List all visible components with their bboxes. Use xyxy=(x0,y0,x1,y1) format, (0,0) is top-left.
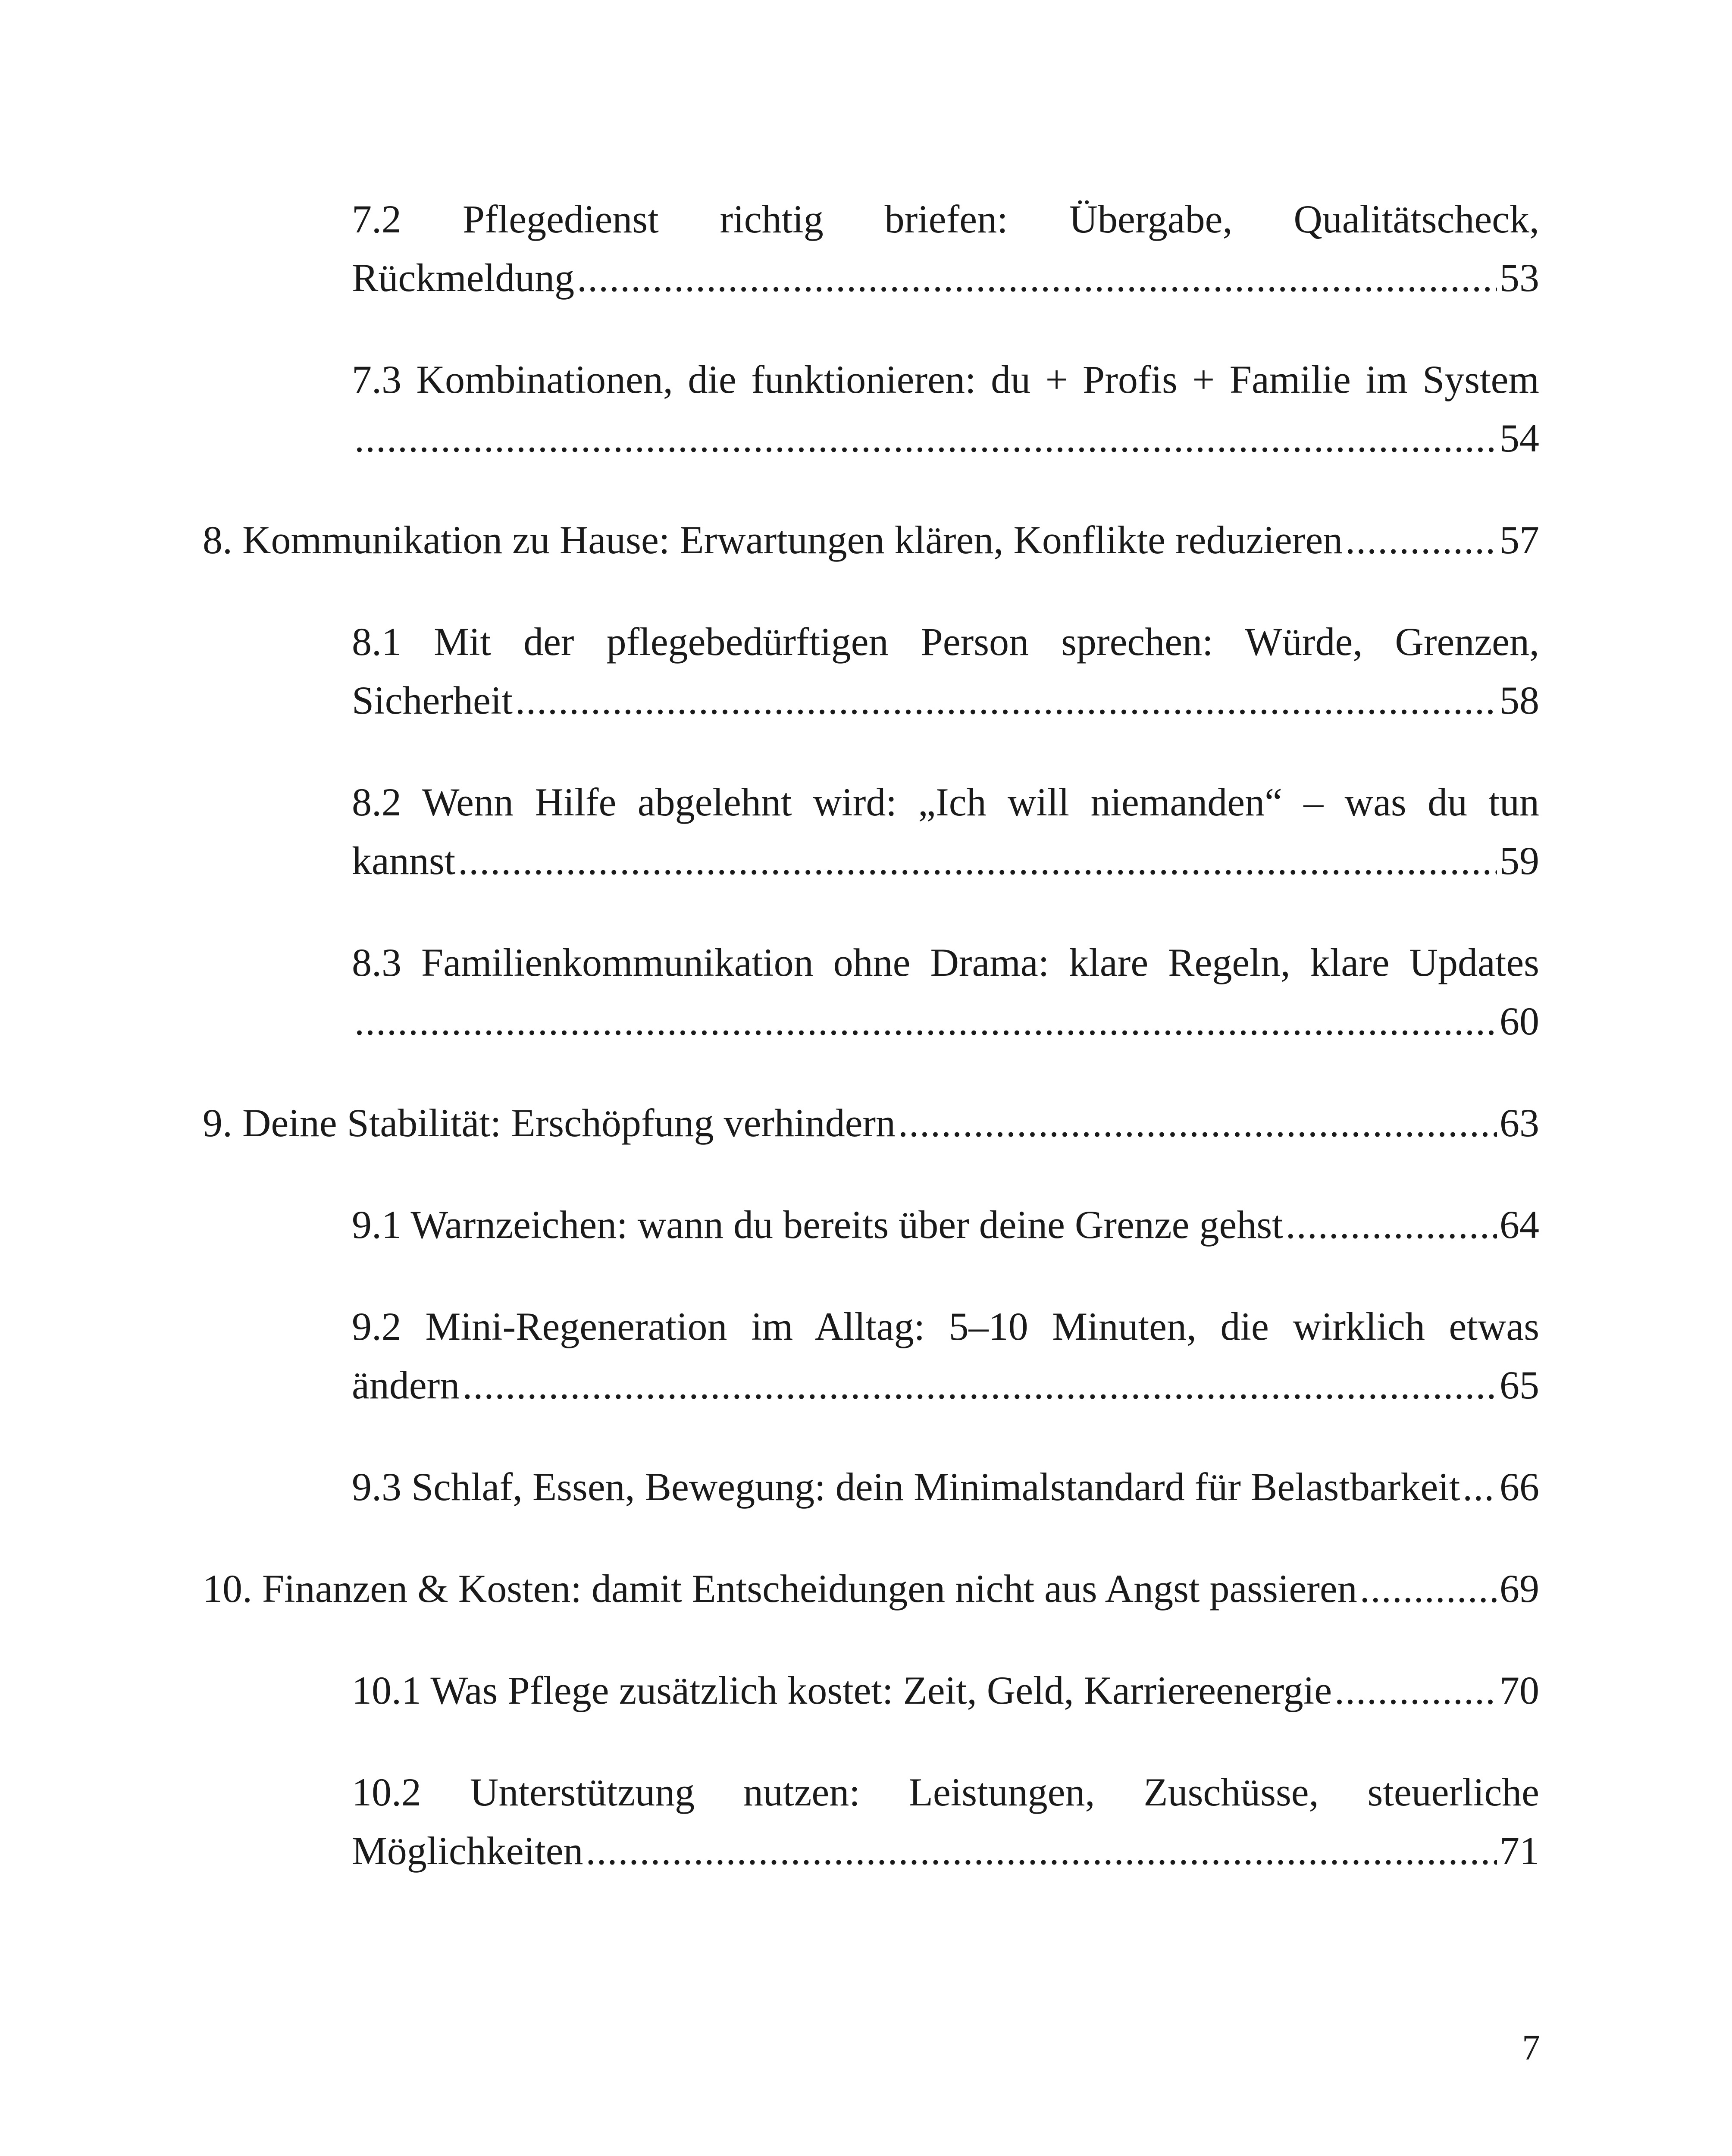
toc-entry-title-line: 7.3 Kombinationen, die funktionieren: du + Profis + Familie im System xyxy=(352,357,1539,401)
page-number: 7 xyxy=(1522,2028,1540,2068)
dot-leader xyxy=(462,1356,1497,1414)
toc-entry-title-line: 9. Deine Stabilität: Erschöpfung verhindern xyxy=(203,1101,896,1145)
toc-entry-title-line: 10. Finanzen & Kosten: damit Entscheidungen nicht aus Angst passieren xyxy=(203,1567,1357,1611)
toc-entry-9-3[interactable] xyxy=(352,1457,1539,1516)
dot-leader xyxy=(515,671,1497,730)
toc-page-number: 57 xyxy=(1500,518,1539,562)
toc-entry-title-line: Möglichkeiten xyxy=(352,1829,583,1873)
toc-entry-title-line: 9.2 Mini-Regeneration im Alltag: 5–10 Minuten, die wirklich etwas xyxy=(352,1304,1539,1348)
dot-leader xyxy=(586,1821,1497,1880)
toc-entry-10-1[interactable] xyxy=(352,1661,1539,1720)
toc-entry-8-2[interactable] xyxy=(352,773,1539,890)
toc-page-number: 54 xyxy=(1500,416,1539,460)
toc-page-number: 65 xyxy=(1500,1363,1539,1407)
dot-leader xyxy=(1345,511,1497,569)
dot-leader xyxy=(898,1094,1497,1152)
dot-leader xyxy=(577,248,1497,307)
toc-page-number: 66 xyxy=(1500,1465,1539,1509)
toc-entry-10[interactable] xyxy=(203,1559,1539,1618)
toc-entry-title-line: 9.3 Schlaf, Essen, Bewegung: dein Minimalstandard für Belastbarkeit xyxy=(352,1465,1460,1509)
toc-entry-title-line: kannst xyxy=(352,839,456,883)
toc-entry-8[interactable] xyxy=(203,511,1539,569)
toc-entry-title-line: ändern xyxy=(352,1363,460,1407)
dot-leader xyxy=(354,992,1497,1050)
dot-leader xyxy=(354,409,1497,467)
toc-entry-title-line: Sicherheit xyxy=(352,678,513,722)
toc-entry-10-2[interactable] xyxy=(352,1763,1539,1880)
toc-entry-8-3[interactable] xyxy=(352,933,1539,1050)
toc-page-number: 63 xyxy=(1500,1101,1539,1145)
dot-leader xyxy=(1463,1457,1497,1516)
dot-leader xyxy=(1334,1661,1497,1720)
toc-entry-title-line: 8.2 Wenn Hilfe abgelehnt wird: „Ich will niemanden“ – was du tun xyxy=(352,780,1539,824)
toc-page-number: 71 xyxy=(1500,1829,1539,1873)
toc-entry-7-2[interactable] xyxy=(352,190,1539,307)
toc-entry-9-1[interactable] xyxy=(352,1195,1539,1254)
toc-entry-7-3[interactable] xyxy=(352,350,1539,467)
table-of-contents xyxy=(203,190,1539,1923)
toc-page-number: 70 xyxy=(1500,1668,1539,1712)
dot-leader xyxy=(1286,1195,1497,1254)
toc-entry-title-line: 9.1 Warnzeichen: wann du bereits über deine Grenze gehst xyxy=(352,1203,1283,1247)
toc-page-number: 64 xyxy=(1500,1203,1539,1247)
toc-entry-9[interactable] xyxy=(203,1094,1539,1152)
toc-entry-title-line: 10.2 Unterstützung nutzen: Leistungen, Zuschüsse, steuerliche xyxy=(352,1770,1539,1814)
toc-entry-9-2[interactable] xyxy=(352,1297,1539,1414)
toc-entry-title-line: Rückmeldung xyxy=(352,256,575,300)
toc-page-number: 69 xyxy=(1500,1567,1539,1611)
toc-entry-title-line: 8. Kommunikation zu Hause: Erwartungen klären, Konflikte reduzieren xyxy=(203,518,1343,562)
dot-leader xyxy=(458,831,1497,890)
toc-entry-8-1[interactable] xyxy=(352,612,1539,730)
toc-entry-title-line: 8.1 Mit der pflegebedürftigen Person sprechen: Würde, Grenzen, xyxy=(352,620,1539,664)
toc-page-number: 59 xyxy=(1500,839,1539,883)
toc-page-number: 58 xyxy=(1500,678,1539,722)
toc-entry-title-line: 7.2 Pflegedienst richtig briefen: Übergabe, Qualitätscheck, xyxy=(352,197,1539,241)
toc-entry-title-line: 10.1 Was Pflege zusätzlich kostet: Zeit, Geld, Karriereenergie xyxy=(352,1668,1332,1712)
dot-leader xyxy=(1360,1559,1497,1618)
toc-page-number: 60 xyxy=(1500,999,1539,1043)
toc-page-number: 53 xyxy=(1500,256,1539,300)
toc-entry-title-line: 8.3 Familienkommunikation ohne Drama: klare Regeln, klare Updates xyxy=(352,940,1539,984)
